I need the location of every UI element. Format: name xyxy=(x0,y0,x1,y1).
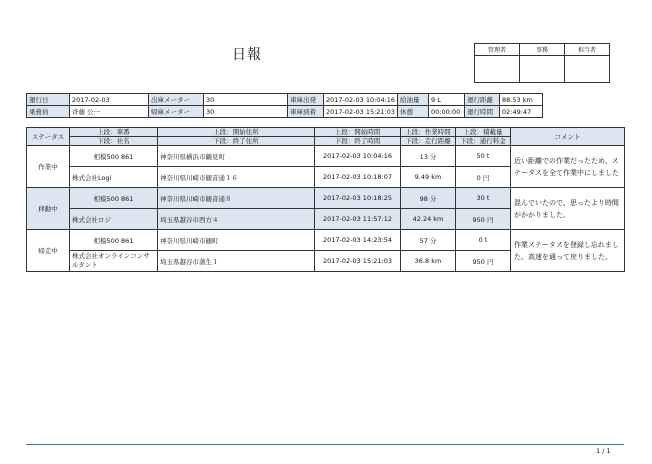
rest-label: 休憩 xyxy=(398,106,429,118)
row-start-time: 2017-02-03 10:18:25 xyxy=(315,188,401,209)
depart-meter-value: 30 xyxy=(204,94,288,106)
header-load: 上段：積載量 xyxy=(456,128,511,137)
row-comment: 作業ステータスを登録し忘れました。高速を通って戻りました。 xyxy=(511,230,625,272)
row-toll: 950 円 xyxy=(456,251,511,272)
header-work-time: 上段：作業時間 xyxy=(401,128,456,137)
row-work-time: 13 分 xyxy=(401,146,456,167)
header-comment: コメント xyxy=(511,128,625,146)
row-distance: 42.24 km xyxy=(401,209,456,230)
row-end-time: 2017-02-03 11:57:12 xyxy=(315,209,401,230)
depart-label: 車庫出発 xyxy=(288,94,324,106)
row-vehicle: 相模500 861 xyxy=(70,146,158,167)
header-end-time: 下段：終了時間 xyxy=(315,137,401,146)
distance-label: 運行距離 xyxy=(465,94,500,106)
row-start-address: 神奈川県川崎市観音通８ xyxy=(158,188,315,209)
header-company: 下段：社名 xyxy=(70,137,158,146)
approval-label-staff: 担当者 xyxy=(565,44,610,56)
header-status: ステータス xyxy=(27,128,70,146)
fuel-value: 9 L xyxy=(429,94,465,106)
row-load: 0 t xyxy=(456,230,511,251)
approval-stamp-office xyxy=(520,56,565,83)
row-distance: 36.8 km xyxy=(401,251,456,272)
page-number: 1 / 1 xyxy=(596,447,611,455)
trip-info-table xyxy=(26,93,543,118)
arrive-label: 車庫到着 xyxy=(288,106,324,118)
approval-box xyxy=(474,43,610,83)
drive-time-label: 運行時間 xyxy=(465,106,500,118)
approval-stamp-staff xyxy=(565,56,610,83)
date-value: 2017-02-03 xyxy=(70,94,149,106)
arrive-value: 2017-02-03 15:21:03 xyxy=(324,106,398,118)
rest-value: 00:00:00 xyxy=(429,106,465,118)
row-vehicle: 相模500 861 xyxy=(70,230,158,251)
depart-value: 2017-02-03 10:04:16 xyxy=(324,94,398,106)
row-load: 50 t xyxy=(456,146,511,167)
row-status: 帰走中 xyxy=(27,230,70,272)
row-toll: 0 円 xyxy=(456,167,511,188)
page-title: 日報 xyxy=(232,47,262,63)
footer-divider xyxy=(26,444,624,445)
header-distance: 下段：走行距離 xyxy=(401,137,456,146)
approval-label-manager: 管理者 xyxy=(475,44,520,56)
header-toll: 下段：通行料金 xyxy=(456,137,511,146)
row-status: 作業中 xyxy=(27,146,70,188)
date-label: 運行日 xyxy=(27,94,70,106)
row-start-address: 神奈川県川崎市観町 xyxy=(158,230,315,251)
approval-label-office: 事務 xyxy=(520,44,565,56)
row-load: 30 t xyxy=(456,188,511,209)
row-toll: 950 円 xyxy=(456,209,511,230)
row-comment: 混んでいたので、思ったより時間がかかりました。 xyxy=(511,188,625,230)
row-end-time: 2017-02-03 10:18:07 xyxy=(315,167,401,188)
depart-meter-label: 出庫メーター xyxy=(149,94,204,106)
row-end-time: 2017-02-03 15:21:03 xyxy=(315,251,401,272)
row-end-address: 埼玉県越谷市蒲生１ xyxy=(158,251,315,272)
row-end-address: 神奈川県川崎市観音通１６ xyxy=(158,167,315,188)
drive-time-value: 02:49:47 xyxy=(500,106,543,118)
row-vehicle: 相模500 861 xyxy=(70,188,158,209)
row-start-time: 2017-02-03 14:23:54 xyxy=(315,230,401,251)
driver-value: 斉藤 公一 xyxy=(70,106,149,118)
return-meter-label: 帰庫メーター xyxy=(149,106,204,118)
fuel-label: 給油量 xyxy=(398,94,429,106)
header-start-address: 上段：開始住所 xyxy=(158,128,315,137)
header-end-address: 下段：終了住所 xyxy=(158,137,315,146)
header-vehicle: 上段：車番 xyxy=(70,128,158,137)
row-company: 株式会社オンラインコンサルタント xyxy=(70,251,158,272)
header-start-time: 上段：開始時間 xyxy=(315,128,401,137)
driver-label: 乗務員 xyxy=(27,106,70,118)
row-status: 移動中 xyxy=(27,188,70,230)
trip-detail-table xyxy=(26,127,625,272)
row-start-time: 2017-02-03 10:04:16 xyxy=(315,146,401,167)
approval-stamp-manager xyxy=(475,56,520,83)
row-work-time: 57 分 xyxy=(401,230,456,251)
row-company: 株式会社ロジ xyxy=(70,209,158,230)
row-end-address: 埼玉県越谷市西方４ xyxy=(158,209,315,230)
row-company: 株式会社Logi xyxy=(70,167,158,188)
row-start-address: 神奈川県横浜市鶴見町 xyxy=(158,146,315,167)
distance-value: 88.53 km xyxy=(500,94,543,106)
return-meter-value: 30 xyxy=(204,106,288,118)
row-comment: 近い距離での作業だったため、ステータスを全て作業中にしました xyxy=(511,146,625,188)
row-distance: 9.49 km xyxy=(401,167,456,188)
row-work-time: 98 分 xyxy=(401,188,456,209)
